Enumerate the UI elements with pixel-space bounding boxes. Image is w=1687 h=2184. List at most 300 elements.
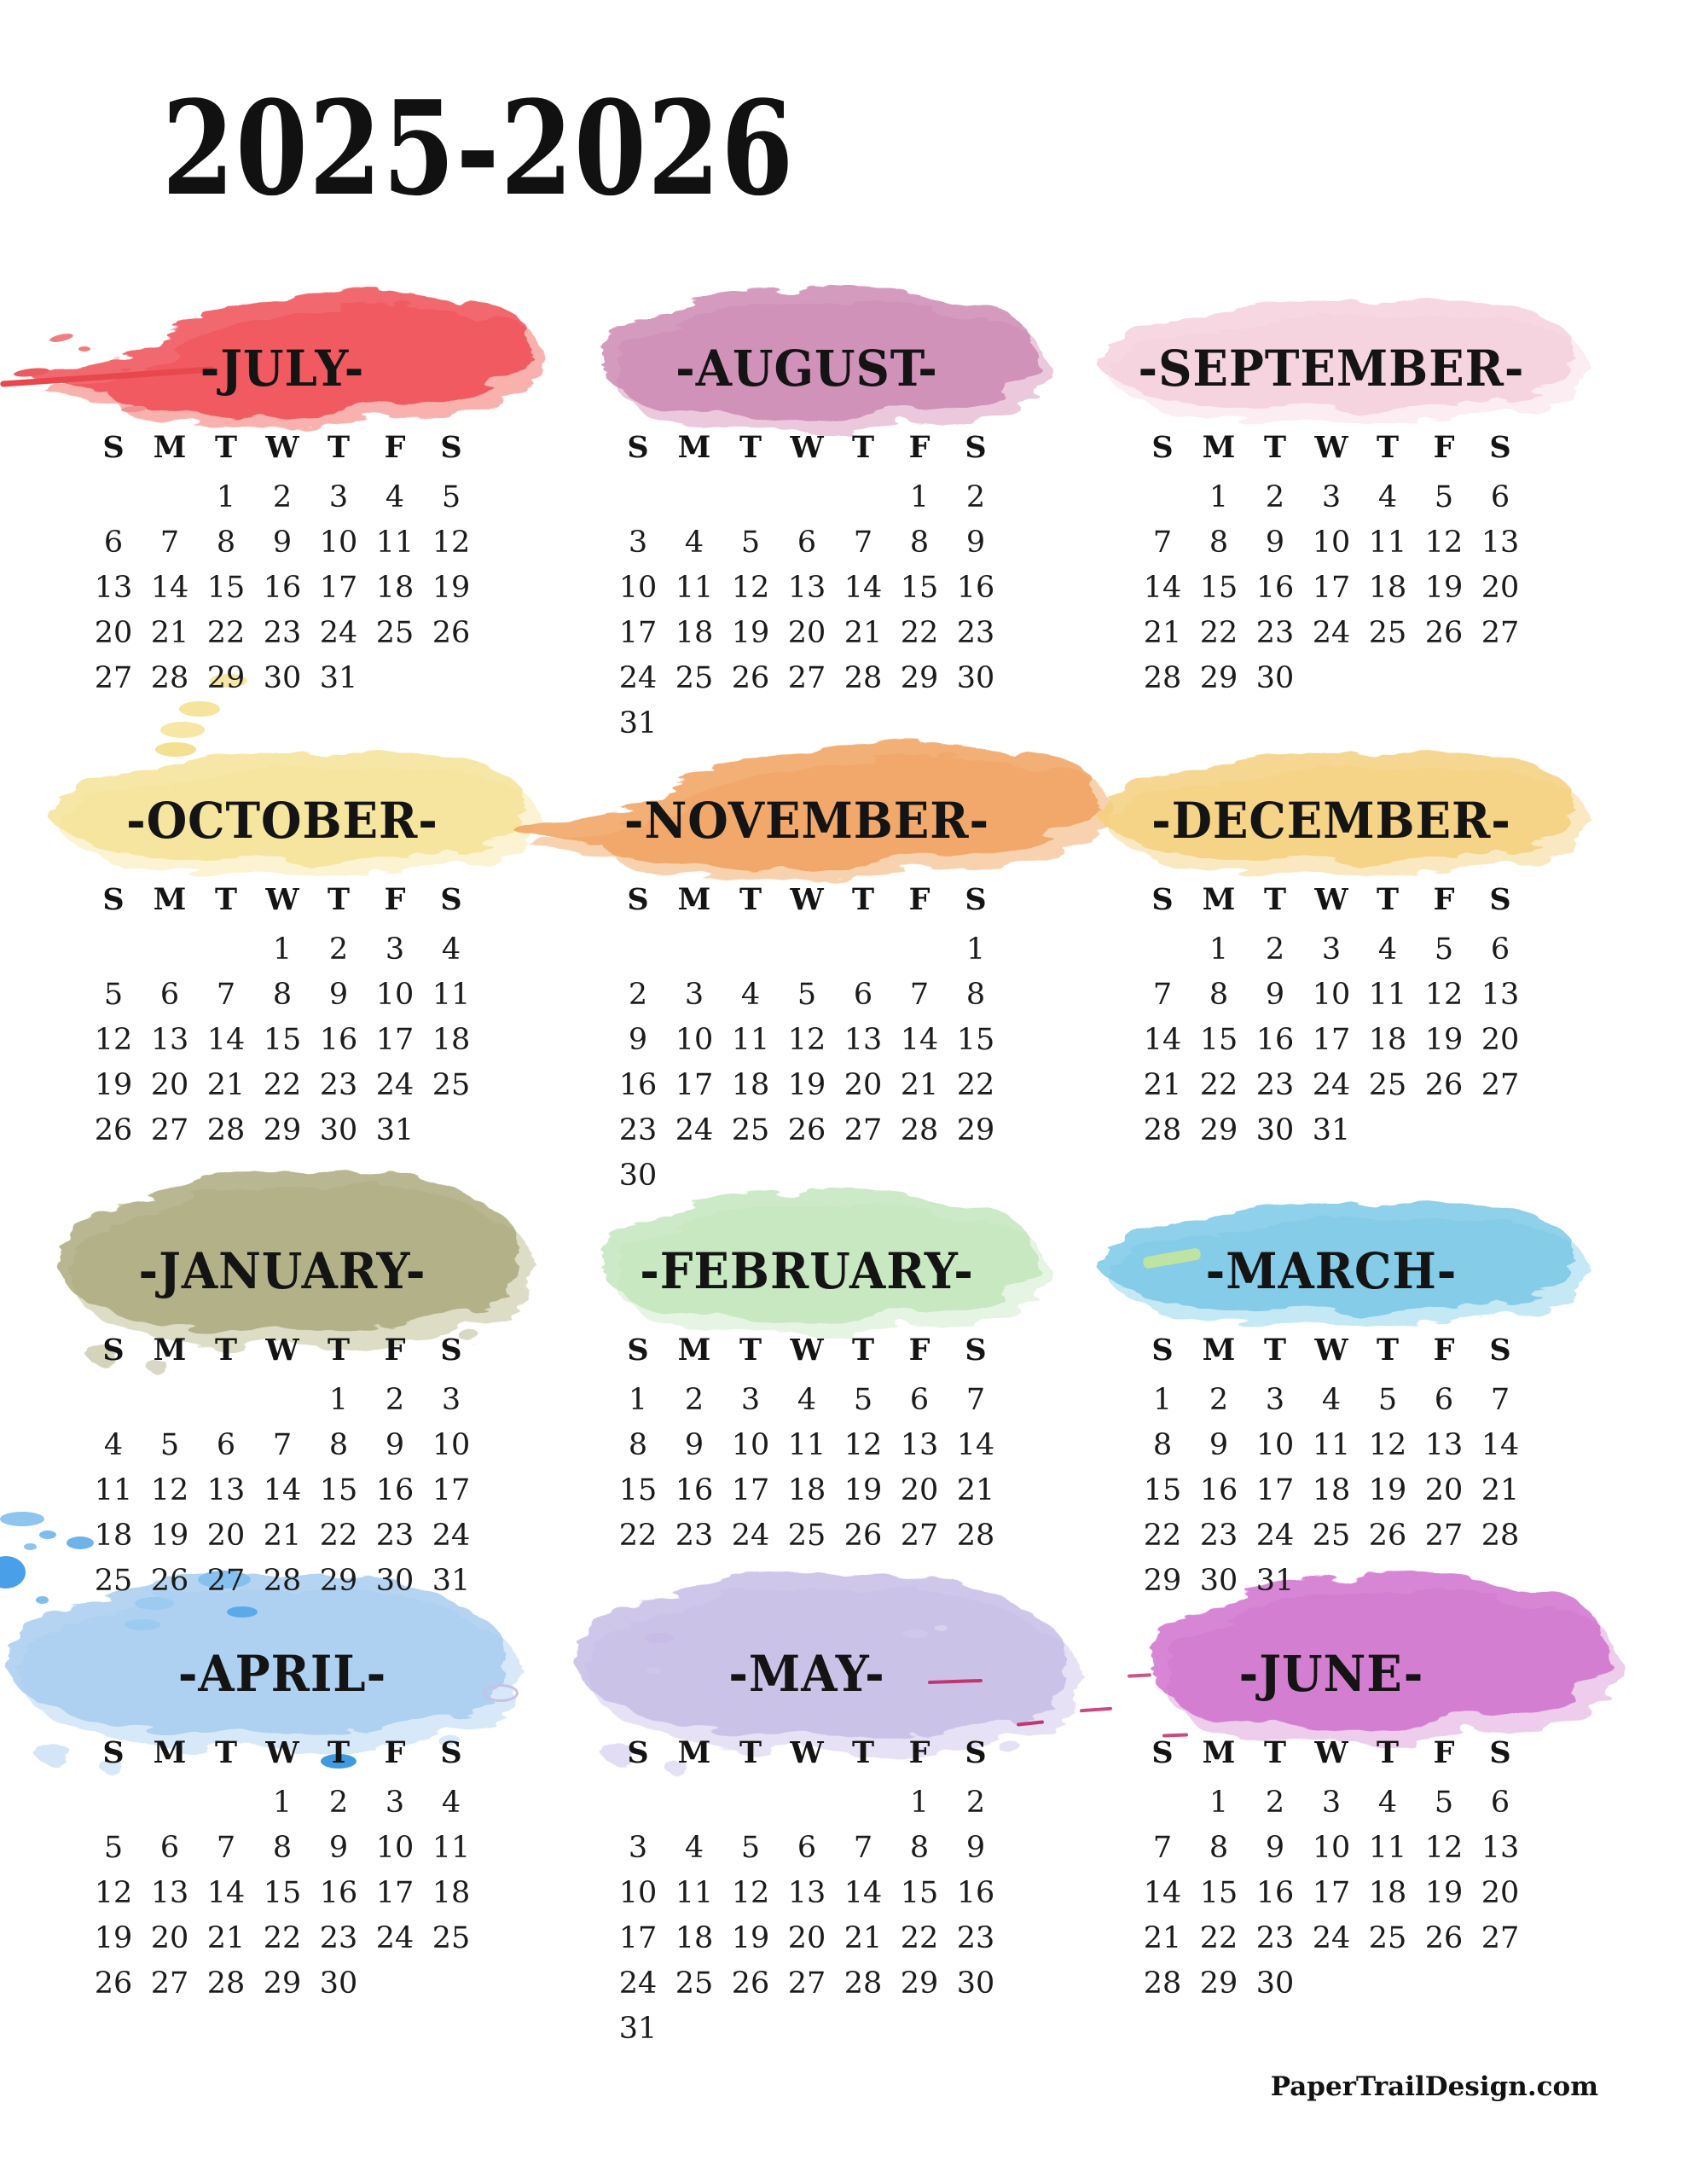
date-cell: 19 xyxy=(1424,1022,1464,1057)
week-row xyxy=(1134,1062,1528,1107)
date-cell: 22 xyxy=(900,615,939,650)
date-cell: 10 xyxy=(319,525,358,560)
date-cell: 21 xyxy=(1481,1472,1520,1507)
date-cell: 23 xyxy=(956,1920,995,1955)
weekday-header: S xyxy=(1489,881,1511,917)
weekday-header: F xyxy=(1433,1734,1455,1770)
date-cell: 15 xyxy=(206,570,246,605)
date-cell: 8 xyxy=(1209,977,1229,1012)
date-cell: 20 xyxy=(787,615,826,650)
date-cell: 30 xyxy=(263,660,302,695)
date-cell: 22 xyxy=(319,1518,358,1553)
month-september xyxy=(1069,256,1594,708)
empty-cell xyxy=(1359,1960,1416,2006)
month-grid xyxy=(610,1725,1004,2051)
empty-cell xyxy=(779,700,835,746)
date-cell: 14 xyxy=(844,1875,883,1910)
weekday-header: S xyxy=(1489,1332,1511,1368)
weekday-header-row xyxy=(85,1322,479,1377)
weekday-header: S xyxy=(627,429,649,465)
weekday-header-row xyxy=(85,420,479,474)
date-cell: 1 xyxy=(628,1382,648,1417)
date-cell: 18 xyxy=(375,570,415,605)
date-cell: 2 xyxy=(385,1382,405,1417)
date-cell: 29 xyxy=(900,660,939,695)
date-cell: 20 xyxy=(1481,570,1520,605)
empty-cell xyxy=(948,2006,1004,2051)
date-cell: 8 xyxy=(272,1830,293,1865)
week-row xyxy=(610,1825,1004,1870)
month-grid xyxy=(85,872,479,1153)
date-cell: 17 xyxy=(1312,1875,1351,1910)
date-cell: 30 xyxy=(319,1966,358,2001)
date-cell: 3 xyxy=(441,1382,461,1417)
date-cell: 5 xyxy=(740,1830,761,1865)
date-cell: 2 xyxy=(965,479,986,514)
empty-cell xyxy=(198,1780,254,1825)
week-row xyxy=(610,1377,1004,1422)
date-cell: 22 xyxy=(956,1067,995,1102)
blue-splatter-dot xyxy=(24,1543,37,1550)
blue-splatter-dot xyxy=(227,1606,258,1618)
date-cell: 21 xyxy=(150,615,189,650)
date-cell: 19 xyxy=(731,615,770,650)
week-row xyxy=(610,1467,1004,1513)
date-cell: 8 xyxy=(909,1830,930,1865)
date-cell: 3 xyxy=(1265,1382,1285,1417)
site-credit: PaperTrailDesign.com xyxy=(1270,2071,1598,2102)
date-cell: 23 xyxy=(1255,1920,1295,1955)
date-cell: 5 xyxy=(103,977,124,1012)
date-cell: 18 xyxy=(1368,1022,1407,1057)
weekday-header-row xyxy=(610,1322,1004,1377)
weekday-header: T xyxy=(214,429,238,465)
week-row xyxy=(610,1153,1004,1198)
date-cell: 4 xyxy=(1321,1382,1342,1417)
month-grid xyxy=(1134,1725,1528,2006)
date-cell: 20 xyxy=(1481,1022,1520,1057)
week-row xyxy=(1134,1513,1528,1558)
weekday-header: M xyxy=(677,429,711,465)
lavender-splatter-dot xyxy=(935,1625,948,1631)
date-cell: 18 xyxy=(731,1067,770,1102)
empty-cell xyxy=(1134,1780,1191,1825)
date-cell: 31 xyxy=(618,706,658,741)
month-grid xyxy=(610,872,1004,1198)
week-row xyxy=(610,1870,1004,1915)
date-cell: 5 xyxy=(159,1427,180,1462)
week-row xyxy=(1134,1825,1528,1870)
empty-cell xyxy=(722,1780,779,1825)
weekday-header-row xyxy=(85,1725,479,1780)
date-cell: 20 xyxy=(206,1518,246,1553)
weekday-header: T xyxy=(1376,881,1400,917)
date-cell: 23 xyxy=(956,615,995,650)
week-row xyxy=(610,2006,1004,2051)
weekday-header: T xyxy=(1263,429,1287,465)
date-cell: 29 xyxy=(956,1112,995,1147)
date-cell: 10 xyxy=(375,977,415,1012)
month-title: -AUGUST- xyxy=(675,340,938,398)
week-row xyxy=(1134,1467,1528,1513)
empty-cell xyxy=(254,1377,310,1422)
date-cell: 11 xyxy=(432,977,471,1012)
empty-cell xyxy=(142,1780,198,1825)
date-cell: 27 xyxy=(787,1966,826,2001)
month-grid xyxy=(85,1725,479,2006)
weekday-header: M xyxy=(677,1332,711,1368)
date-cell: 15 xyxy=(263,1022,302,1057)
date-cell: 4 xyxy=(1377,932,1398,967)
date-cell: 11 xyxy=(675,570,714,605)
date-cell: 30 xyxy=(1255,1966,1295,2001)
weekday-header: F xyxy=(384,1734,406,1770)
date-cell: 16 xyxy=(1255,1022,1295,1057)
date-cell: 21 xyxy=(1143,1067,1182,1102)
empty-cell xyxy=(666,700,722,746)
empty-cell xyxy=(85,474,142,520)
month-title: -JULY- xyxy=(200,340,365,398)
empty-cell xyxy=(610,926,666,972)
date-cell: 3 xyxy=(385,1785,405,1820)
weekday-header: M xyxy=(153,429,187,465)
week-row xyxy=(610,1107,1004,1153)
blue-splatter-dot xyxy=(125,1619,160,1630)
date-cell: 23 xyxy=(618,1112,658,1147)
date-cell: 15 xyxy=(1199,1022,1238,1057)
weekday-header-row xyxy=(610,420,1004,474)
empty-cell xyxy=(722,2006,779,2051)
empty-cell xyxy=(1303,1558,1359,1603)
date-cell: 27 xyxy=(900,1518,939,1553)
date-cell: 3 xyxy=(628,525,648,560)
weekday-header: F xyxy=(908,429,930,465)
weekday-header: W xyxy=(790,1332,824,1368)
date-cell: 5 xyxy=(853,1382,873,1417)
date-cell: 24 xyxy=(731,1518,770,1553)
date-cell: 18 xyxy=(432,1875,471,1910)
month-grid xyxy=(85,1322,479,1603)
date-cell: 15 xyxy=(900,1875,939,1910)
weekday-header: T xyxy=(327,429,351,465)
date-cell: 30 xyxy=(1255,1112,1295,1147)
week-row xyxy=(1134,610,1528,655)
date-cell: 6 xyxy=(909,1382,930,1417)
weekday-header: S xyxy=(440,1734,462,1770)
week-row xyxy=(610,1017,1004,1062)
date-cell: 7 xyxy=(965,1382,986,1417)
weekday-header: M xyxy=(1202,1332,1236,1368)
date-cell: 8 xyxy=(628,1427,648,1462)
weekday-header: W xyxy=(1314,1734,1348,1770)
date-cell: 10 xyxy=(618,570,658,605)
date-cell: 21 xyxy=(900,1067,939,1102)
date-cell: 13 xyxy=(900,1427,939,1462)
date-cell: 3 xyxy=(1321,932,1342,967)
date-cell: 1 xyxy=(909,1785,930,1820)
date-cell: 1 xyxy=(1152,1382,1173,1417)
date-cell: 21 xyxy=(206,1920,246,1955)
date-cell: 26 xyxy=(1368,1518,1407,1553)
month-grid xyxy=(1134,872,1528,1153)
week-row xyxy=(85,1558,479,1603)
date-cell: 14 xyxy=(206,1875,246,1910)
weekday-header: S xyxy=(1151,1734,1174,1770)
date-cell: 8 xyxy=(1209,525,1229,560)
empty-cell xyxy=(1416,1558,1472,1603)
empty-cell xyxy=(666,2006,722,2051)
date-cell: 1 xyxy=(1209,932,1229,967)
weekday-header: S xyxy=(1489,1734,1511,1770)
date-cell: 9 xyxy=(1265,1830,1285,1865)
empty-cell xyxy=(722,474,779,520)
date-cell: 17 xyxy=(432,1472,471,1507)
empty-cell xyxy=(1416,1960,1472,2006)
empty-cell xyxy=(779,1780,835,1825)
weekday-header: M xyxy=(153,1332,187,1368)
empty-cell xyxy=(1472,1107,1528,1153)
week-row xyxy=(1134,565,1528,610)
date-cell: 11 xyxy=(731,1022,770,1057)
weekday-header: T xyxy=(739,1332,762,1368)
date-cell: 20 xyxy=(150,1920,189,1955)
date-cell: 24 xyxy=(1312,1067,1351,1102)
date-cell: 24 xyxy=(432,1518,471,1553)
weekday-header: T xyxy=(1263,881,1287,917)
weekday-header: T xyxy=(214,881,238,917)
month-title: -NOVEMBER- xyxy=(623,792,990,850)
empty-cell xyxy=(891,1153,948,1198)
empty-cell xyxy=(367,1960,423,2006)
month-january xyxy=(20,1159,545,1611)
date-cell: 22 xyxy=(618,1518,658,1553)
lavender-splatter-dot xyxy=(902,1629,928,1638)
date-cell: 5 xyxy=(740,525,761,560)
date-cell: 23 xyxy=(375,1518,415,1553)
week-row xyxy=(1134,1558,1528,1603)
date-cell: 6 xyxy=(159,977,180,1012)
date-cell: 11 xyxy=(94,1472,133,1507)
empty-cell xyxy=(610,474,666,520)
week-row xyxy=(610,972,1004,1017)
date-cell: 10 xyxy=(618,1875,658,1910)
date-cell: 26 xyxy=(150,1563,189,1598)
month-title: -APRIL- xyxy=(177,1645,387,1703)
weekday-header: W xyxy=(1314,1332,1348,1368)
weekday-header: M xyxy=(1202,1734,1236,1770)
weekday-header-row xyxy=(1134,872,1528,926)
date-cell: 1 xyxy=(965,932,986,967)
weekday-header: T xyxy=(851,881,875,917)
empty-cell xyxy=(891,926,948,972)
date-cell: 27 xyxy=(150,1966,189,2001)
date-cell: 31 xyxy=(1312,1112,1351,1147)
date-cell: 12 xyxy=(1424,525,1464,560)
blue-splatter-dot xyxy=(39,1531,56,1539)
weekday-header: F xyxy=(908,881,930,917)
weekday-header: W xyxy=(790,881,824,917)
date-cell: 13 xyxy=(206,1472,246,1507)
date-cell: 10 xyxy=(375,1830,415,1865)
week-row xyxy=(610,610,1004,655)
week-row xyxy=(85,1780,479,1825)
week-row xyxy=(85,1107,479,1153)
weekday-header: W xyxy=(1314,881,1348,917)
date-cell: 23 xyxy=(675,1518,714,1553)
date-cell: 6 xyxy=(797,525,817,560)
date-cell: 25 xyxy=(432,1067,471,1102)
empty-cell xyxy=(1359,655,1416,700)
empty-cell xyxy=(142,926,198,972)
date-cell: 7 xyxy=(909,977,930,1012)
date-cell: 6 xyxy=(103,525,124,560)
weekday-header: S xyxy=(965,881,987,917)
empty-cell xyxy=(835,2006,891,2051)
empty-cell xyxy=(1416,655,1472,700)
date-cell: 4 xyxy=(441,1785,461,1820)
empty-cell xyxy=(666,926,722,972)
week-row xyxy=(1134,926,1528,972)
date-cell: 29 xyxy=(1199,660,1238,695)
date-cell: 3 xyxy=(328,479,349,514)
week-row xyxy=(1134,972,1528,1017)
weekday-header: S xyxy=(965,1332,987,1368)
date-cell: 9 xyxy=(328,1830,349,1865)
weekday-header: F xyxy=(384,881,406,917)
date-cell: 5 xyxy=(1434,932,1454,967)
date-cell: 27 xyxy=(1424,1518,1464,1553)
month-title: -MARCH- xyxy=(1205,1242,1458,1300)
month-grid xyxy=(1134,1322,1528,1603)
weekday-header-row xyxy=(1134,1322,1528,1377)
date-cell: 4 xyxy=(684,525,704,560)
date-cell: 1 xyxy=(1209,1785,1229,1820)
date-cell: 19 xyxy=(150,1518,189,1553)
empty-cell xyxy=(1134,926,1191,972)
date-cell: 6 xyxy=(159,1830,180,1865)
date-cell: 4 xyxy=(441,932,461,967)
date-cell: 28 xyxy=(206,1966,246,2001)
date-cell: 16 xyxy=(1199,1472,1238,1507)
week-row xyxy=(610,1513,1004,1558)
week-row xyxy=(1134,655,1528,700)
date-cell: 7 xyxy=(1152,1830,1173,1865)
date-cell: 17 xyxy=(618,615,658,650)
date-cell: 9 xyxy=(272,525,293,560)
week-row xyxy=(85,1513,479,1558)
date-cell: 16 xyxy=(1255,1875,1295,1910)
week-row xyxy=(85,1377,479,1422)
date-cell: 21 xyxy=(206,1067,246,1102)
month-october xyxy=(20,708,545,1160)
date-cell: 4 xyxy=(103,1427,124,1462)
date-cell: 9 xyxy=(1265,977,1285,1012)
date-cell: 26 xyxy=(94,1966,133,2001)
week-row xyxy=(85,610,479,655)
date-cell: 22 xyxy=(900,1920,939,1955)
empty-cell xyxy=(85,1780,142,1825)
week-row xyxy=(85,474,479,520)
date-cell: 11 xyxy=(1312,1427,1351,1462)
blue-splatter-dot xyxy=(0,1512,44,1526)
week-row xyxy=(610,1062,1004,1107)
date-cell: 28 xyxy=(263,1563,302,1598)
date-cell: 27 xyxy=(1481,1920,1520,1955)
date-cell: 9 xyxy=(965,1830,986,1865)
date-cell: 2 xyxy=(684,1382,704,1417)
week-row xyxy=(1134,1107,1528,1153)
yellow-splatter-dot xyxy=(155,742,196,757)
weekday-header: T xyxy=(739,429,762,465)
date-cell: 8 xyxy=(909,525,930,560)
date-cell: 15 xyxy=(900,570,939,605)
date-cell: 16 xyxy=(675,1472,714,1507)
date-cell: 16 xyxy=(1255,570,1295,605)
weekday-header: T xyxy=(851,1332,875,1368)
date-cell: 28 xyxy=(150,660,189,695)
weekday-header: S xyxy=(627,881,649,917)
date-cell: 17 xyxy=(375,1022,415,1057)
date-cell: 29 xyxy=(263,1966,302,2001)
date-cell: 17 xyxy=(319,570,358,605)
date-cell: 24 xyxy=(675,1112,714,1147)
date-cell: 16 xyxy=(956,570,995,605)
empty-cell xyxy=(835,700,891,746)
week-row xyxy=(85,520,479,565)
weekday-header-row xyxy=(85,872,479,926)
date-cell: 17 xyxy=(1255,1472,1295,1507)
empty-cell xyxy=(610,1780,666,1825)
date-cell: 10 xyxy=(675,1022,714,1057)
empty-cell xyxy=(948,700,1004,746)
date-cell: 5 xyxy=(103,1830,124,1865)
empty-cell xyxy=(666,474,722,520)
date-cell: 15 xyxy=(1199,570,1238,605)
date-cell: 15 xyxy=(263,1875,302,1910)
week-row xyxy=(85,1960,479,2006)
date-cell: 9 xyxy=(1209,1427,1229,1462)
empty-cell xyxy=(779,1153,835,1198)
date-cell: 11 xyxy=(675,1875,714,1910)
week-row xyxy=(85,565,479,610)
date-cell: 25 xyxy=(675,1966,714,2001)
month-november xyxy=(544,708,1070,1193)
weekday-header: M xyxy=(153,1734,187,1770)
month-grid xyxy=(1134,420,1528,700)
empty-cell xyxy=(1359,1107,1416,1153)
date-cell: 29 xyxy=(206,660,246,695)
date-cell: 23 xyxy=(1255,615,1295,650)
date-cell: 2 xyxy=(1265,1785,1285,1820)
date-cell: 13 xyxy=(1424,1427,1464,1462)
date-cell: 16 xyxy=(319,1022,358,1057)
empty-cell xyxy=(367,655,423,700)
empty-cell xyxy=(85,926,142,972)
date-cell: 28 xyxy=(1143,660,1182,695)
date-cell: 20 xyxy=(94,615,133,650)
date-cell: 12 xyxy=(1368,1427,1407,1462)
week-row xyxy=(85,1422,479,1467)
week-row xyxy=(1134,474,1528,520)
date-cell: 25 xyxy=(432,1920,471,1955)
date-cell: 1 xyxy=(272,932,293,967)
weekday-header: F xyxy=(384,1332,406,1368)
date-cell: 31 xyxy=(1255,1563,1295,1598)
date-cell: 13 xyxy=(1481,977,1520,1012)
empty-cell xyxy=(722,700,779,746)
date-cell: 2 xyxy=(1265,479,1285,514)
yellow-splatter-dot xyxy=(179,701,220,717)
